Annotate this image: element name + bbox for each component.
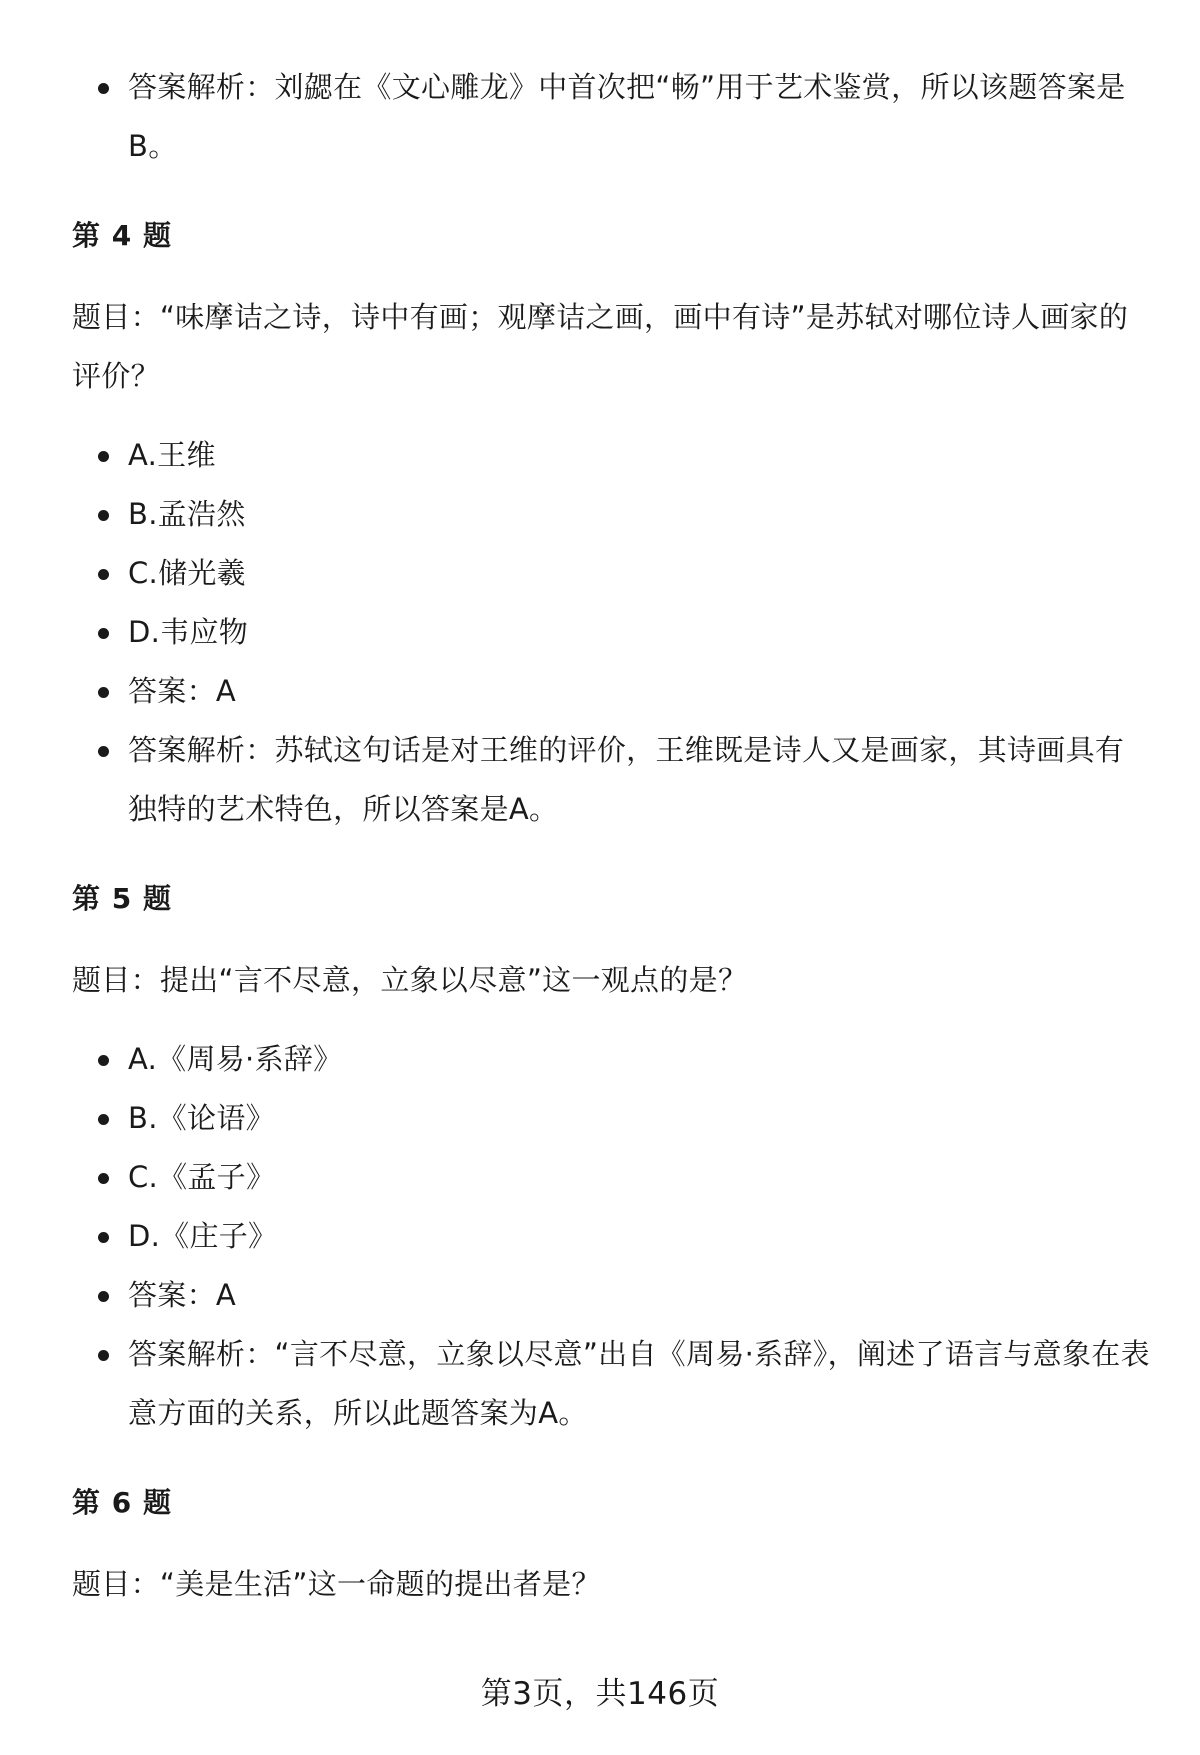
option-item [72, 603, 1152, 662]
explanation-item [72, 721, 1152, 839]
bullet-dot [98, 83, 109, 94]
bullet-dot [98, 746, 109, 757]
question-stem: 题目：“味摩诘之诗，诗中有画；观摩诘之画，画中有诗”是苏轼对哪位诗人画家的评价？ [72, 300, 1129, 393]
answer-item [72, 662, 1152, 721]
bullet-dot [98, 1232, 109, 1243]
bullet-dot [98, 1291, 109, 1302]
bullet-dot [98, 451, 109, 462]
option-label: C.储光羲 [128, 556, 246, 590]
answer-text: 答案：A [128, 1278, 237, 1312]
bullet-dot [98, 569, 109, 580]
question-options [72, 426, 1152, 839]
option-label: A.《周易·系辞》 [128, 1042, 343, 1076]
option-label: C.《孟子》 [128, 1160, 276, 1194]
question-stem: 题目：“美是生活”这一命题的提出者是？ [72, 1567, 601, 1601]
explanation-text: 答案解析：“言不尽意，立象以尽意”出自《周易·系辞》，阐述了语言与意象在表意方面的关系，所以此题答案为A。 [128, 1337, 1150, 1430]
option-label: B.孟浩然 [128, 497, 246, 531]
bullet-dot [98, 1114, 109, 1125]
option-label: D.韦应物 [128, 615, 249, 649]
option-label: D.《庄子》 [128, 1219, 278, 1253]
option-item [72, 426, 1152, 485]
answer-text: 答案：A [128, 674, 237, 708]
bullet-dot [98, 1055, 109, 1066]
option-item [72, 1030, 1152, 1089]
option-item [72, 1089, 1152, 1148]
option-item [72, 1207, 1152, 1266]
option-item [72, 485, 1152, 544]
explanation-item [72, 1325, 1152, 1443]
bullet-dot [98, 687, 109, 698]
option-label: A.王维 [128, 438, 216, 472]
bullet-dot [98, 510, 109, 521]
list-item [72, 58, 1152, 176]
page-number-footer: 第3页，共146页 [480, 1676, 720, 1712]
option-item [72, 1148, 1152, 1207]
bullet-dot [98, 628, 109, 639]
answer-item [72, 1266, 1152, 1325]
prev-question-tail [72, 58, 1152, 176]
explanation-text: 答案解析：苏轼这句话是对王维的评价，王维既是诗人又是画家，其诗画具有独特的艺术特色，所以答案是A。 [128, 733, 1125, 826]
question-heading: 第 6 题 [72, 1486, 172, 1519]
page-content [72, 58, 1152, 1614]
question-stem: 题目：提出“言不尽意，立象以尽意”这一观点的是？ [72, 963, 748, 997]
question-heading: 第 5 题 [72, 882, 172, 915]
bullet-dot [98, 1350, 109, 1361]
bullet-dot [98, 1173, 109, 1184]
option-item [72, 544, 1152, 603]
option-label: B.《论语》 [128, 1101, 275, 1135]
question-options [72, 1030, 1152, 1443]
prev-explanation: 答案解析：刘勰在《文心雕龙》中首次把“畅”用于艺术鉴赏，所以该题答案是B。 [128, 70, 1126, 163]
question-heading: 第 4 题 [72, 219, 172, 252]
